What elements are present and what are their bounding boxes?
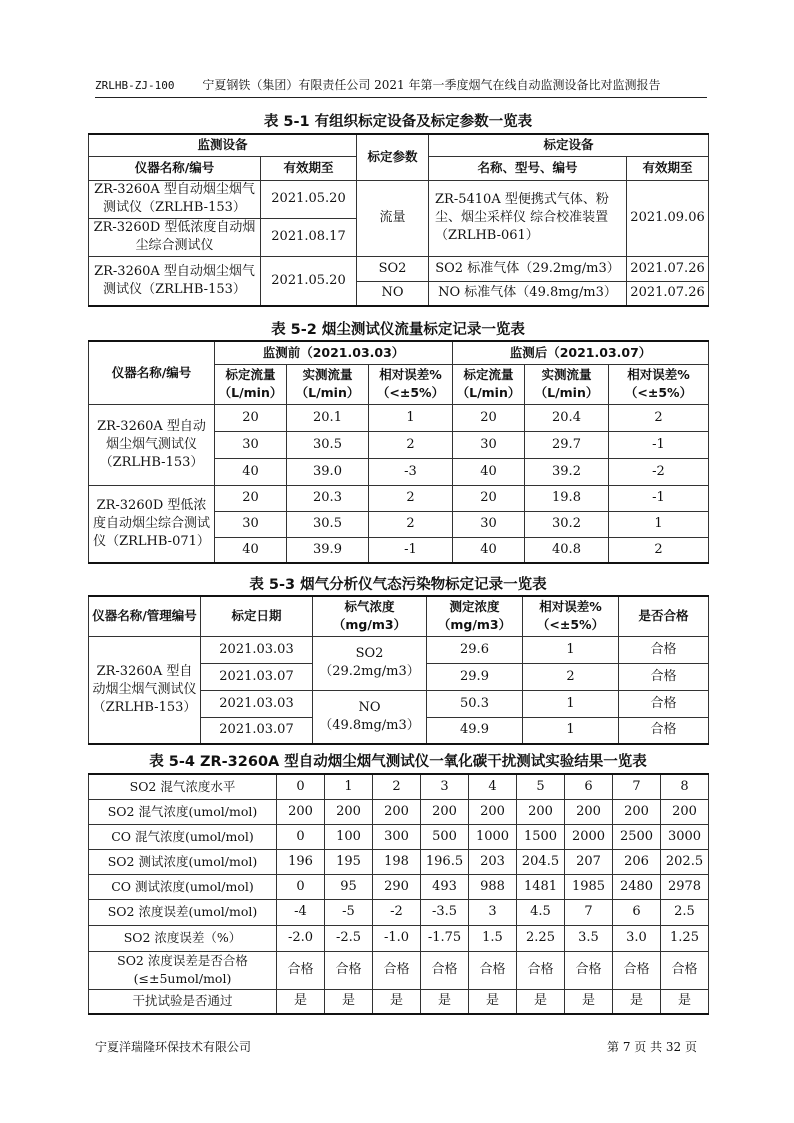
table4-row	[89, 899, 709, 925]
t4-cell: 2	[373, 774, 421, 799]
t2-cell: 20.1	[287, 404, 369, 431]
t3-h-std: 标气浓度（mg/m3）	[313, 596, 427, 636]
t2-cell: 20.4	[525, 404, 609, 431]
t4-cell: 2978	[661, 874, 709, 899]
t2-cell: 30	[453, 431, 525, 458]
t4-cell: 合格	[469, 951, 517, 989]
table4	[88, 773, 709, 1015]
t1-so2-dev: SO2 标准气体（29.2mg/m3）	[429, 256, 627, 281]
t2-cell: 20	[215, 485, 287, 511]
t3-cell: 49.9	[427, 717, 523, 744]
t3-cell: 29.9	[427, 663, 523, 690]
t1-h-param: 标定参数	[357, 134, 429, 180]
t1-r2-name: ZR-3260D 型低浓度自动烟尘综合测试仪	[89, 218, 261, 256]
t4-cell: 合格	[325, 951, 373, 989]
t2-h-after: 监测后（2021.03.07）	[453, 341, 709, 364]
t2-cell: 40	[453, 537, 525, 563]
table3-caption: 表 5-3 烟气分析仪气态污染物标定记录一览表	[249, 577, 547, 593]
t4-cell: 2480	[613, 874, 661, 899]
t4-cell: 3.0	[613, 925, 661, 951]
t2-cell: 30.2	[525, 511, 609, 537]
t1-no-dev: NO 标准气体（49.8mg/m3）	[429, 281, 627, 306]
table2-caption: 表 5-2 烟尘测试仪流量标定记录一览表	[271, 322, 525, 338]
table4-row	[89, 874, 709, 899]
t4-cell: 1500	[517, 824, 565, 849]
t3-so2-gas: SO2	[355, 646, 384, 661]
t2-dev1: ZR-3260A 型自动烟尘烟气测试仪（ZRLHB-153）	[89, 404, 215, 485]
t4-cell: 合格	[565, 951, 613, 989]
t4-row-label: CO 混气浓度(umol/mol)	[89, 824, 277, 849]
t4-cell: 3000	[661, 824, 709, 849]
table4-row	[89, 849, 709, 874]
t3-cell: 合格	[619, 663, 709, 690]
t4-cell: -1.75	[421, 925, 469, 951]
t2-cell: 20	[215, 404, 287, 431]
t4-cell: 200	[469, 799, 517, 824]
t4-cell: 1.5	[469, 925, 517, 951]
table4-row	[89, 951, 709, 989]
t1-so2-param: SO2	[357, 256, 429, 281]
t4-cell: 200	[325, 799, 373, 824]
t1-r1-valid: 2021.05.20	[261, 180, 357, 218]
t4-cell: 3	[469, 899, 517, 925]
footer-company: 宁夏洋瑞隆环保技术有限公司	[95, 1040, 252, 1054]
t2-cell: 40.8	[525, 537, 609, 563]
t4-cell: -2.5	[325, 925, 373, 951]
t2-cell: -1	[369, 537, 453, 563]
t3-cell: 合格	[619, 690, 709, 717]
t3-cell: 2021.03.03	[201, 636, 313, 663]
page-header	[95, 76, 707, 98]
t4-cell: 300	[373, 824, 421, 849]
t2-h-std2: 标定流量（L/min）	[453, 364, 525, 404]
t4-cell: 493	[421, 874, 469, 899]
t4-cell: 是	[325, 989, 373, 1014]
t4-cell: 合格	[373, 951, 421, 989]
t4-cell: 1	[325, 774, 373, 799]
t4-cell: 5	[517, 774, 565, 799]
t4-cell: 200	[373, 799, 421, 824]
t4-row-label: SO2 浓度误差(umol/mol)	[89, 899, 277, 925]
t4-row-label: SO2 混气浓度水平	[89, 774, 277, 799]
t4-cell: 6	[613, 899, 661, 925]
t4-cell: 195	[325, 849, 373, 874]
doc-code: ZRLHB-ZJ-100	[95, 79, 175, 92]
t4-cell: 合格	[421, 951, 469, 989]
t3-so2-conc: （29.2mg/m3）	[319, 664, 420, 679]
t3-cell: 50.3	[427, 690, 523, 717]
t3-cell: 1	[523, 636, 619, 663]
t2-cell: 40	[453, 458, 525, 485]
t4-cell: 196	[277, 849, 325, 874]
t4-cell: 200	[565, 799, 613, 824]
t4-cell: 207	[565, 849, 613, 874]
t4-cell: 0	[277, 824, 325, 849]
t4-cell: -5	[325, 899, 373, 925]
t2-cell: 30	[453, 511, 525, 537]
t3-no-conc: （49.8mg/m3）	[319, 717, 420, 733]
t2-cell: 20	[453, 404, 525, 431]
t4-cell: 290	[373, 874, 421, 899]
t4-cell: 8	[661, 774, 709, 799]
t4-cell: 合格	[517, 951, 565, 989]
t4-cell: -2.0	[277, 925, 325, 951]
t4-cell: 1000	[469, 824, 517, 849]
t4-cell: 是	[565, 989, 613, 1014]
t4-cell: 合格	[661, 951, 709, 989]
t4-cell: -4	[277, 899, 325, 925]
t4-cell: 合格	[613, 951, 661, 989]
t2-cell: -3	[369, 458, 453, 485]
report-title: 宁夏钢铁（集团）有限责任公司 2021 年第一季度烟气在线自动监测设备比对监测报告	[202, 78, 661, 92]
t4-row-label: SO2 浓度误差是否合格(≤±5umol/mol)	[89, 951, 277, 989]
t3-h-date: 标定日期	[201, 596, 313, 636]
t2-cell: 2	[369, 511, 453, 537]
t4-cell: 1481	[517, 874, 565, 899]
t3-h-pass: 是否合格	[619, 596, 709, 636]
t4-cell: 合格	[277, 951, 325, 989]
t3-cell: 2021.03.07	[201, 717, 313, 744]
t4-row-label: SO2 测试浓度(umol/mol)	[89, 849, 277, 874]
t2-cell: 1	[369, 404, 453, 431]
t4-cell: 200	[661, 799, 709, 824]
t2-cell: -1	[609, 431, 709, 458]
t4-row-label: SO2 混气浓度(umol/mol)	[89, 799, 277, 824]
t1-h-monitor: 监测设备	[89, 134, 357, 156]
t3-cell: 2021.03.07	[201, 663, 313, 690]
t4-cell: 500	[421, 824, 469, 849]
t1-flow-valid: 2021.09.06	[627, 180, 709, 256]
t2-cell: 1	[609, 511, 709, 537]
t4-cell: 1985	[565, 874, 613, 899]
t1-h-name: 仪器名称/编号	[89, 156, 261, 180]
t1-r3-valid: 2021.05.20	[261, 256, 357, 306]
t1-h-valid: 有效期至	[261, 156, 357, 180]
t3-no	[313, 690, 427, 744]
t4-cell: 988	[469, 874, 517, 899]
t1-h-calib: 标定设备	[429, 134, 709, 156]
t4-cell: 206	[613, 849, 661, 874]
t2-cell: 2	[369, 485, 453, 511]
table2	[88, 340, 709, 564]
t1-r3-name: ZR-3260A 型自动烟尘烟气测试仪（ZRLHB-153）	[89, 256, 261, 306]
t3-cell: 2021.03.03	[201, 690, 313, 717]
t2-cell: 30	[215, 431, 287, 458]
t3-cell: 29.6	[427, 636, 523, 663]
t4-cell: -1.0	[373, 925, 421, 951]
t4-cell: 0	[277, 774, 325, 799]
t4-cell: 是	[469, 989, 517, 1014]
t3-h-meas: 测定浓度（mg/m3）	[427, 596, 523, 636]
table4-row	[89, 799, 709, 824]
t3-cell: 2	[523, 663, 619, 690]
t4-cell: 0	[277, 874, 325, 899]
t1-no-param: NO	[357, 281, 429, 306]
t4-cell: 4	[469, 774, 517, 799]
t4-cell: 2000	[565, 824, 613, 849]
t1-h-cname: 名称、型号、编号	[429, 156, 627, 180]
t4-cell: 3	[421, 774, 469, 799]
t4-cell: 7	[613, 774, 661, 799]
t4-cell: 是	[517, 989, 565, 1014]
t3-device: ZR-3260A 型自动烟尘烟气测试仪（ZRLHB-153）	[89, 636, 201, 744]
t1-r1-name: ZR-3260A 型自动烟尘烟气测试仪（ZRLHB-153）	[89, 180, 261, 218]
t2-cell: 29.7	[525, 431, 609, 458]
t4-cell: 是	[373, 989, 421, 1014]
t4-cell: 204.5	[517, 849, 565, 874]
t2-cell: 20	[453, 485, 525, 511]
t2-cell: 40	[215, 458, 287, 485]
t1-flow-dev: ZR-5410A 型便携式气体、粉尘、烟尘采样仪 综合校准装置（ZRLHB-061）	[429, 180, 627, 256]
table4-row	[89, 989, 709, 1014]
t4-cell: 是	[421, 989, 469, 1014]
t2-cell: -1	[609, 485, 709, 511]
t3-no-gas: NO	[358, 699, 381, 715]
page-footer	[95, 1038, 707, 1055]
t4-cell: 4.5	[517, 899, 565, 925]
t4-cell: 95	[325, 874, 373, 899]
t4-row-label: CO 测试浓度(umol/mol)	[89, 874, 277, 899]
t1-no-valid: 2021.07.26	[627, 281, 709, 306]
t2-cell: 2	[609, 537, 709, 563]
t2-h-err: 相对误差%（<±5%）	[369, 364, 453, 404]
table3	[88, 595, 709, 745]
t4-cell: 是	[277, 989, 325, 1014]
t2-cell: 39.2	[525, 458, 609, 485]
t4-cell: 是	[661, 989, 709, 1014]
t4-cell: 是	[613, 989, 661, 1014]
t4-cell: 6	[565, 774, 613, 799]
t2-cell: 39.9	[287, 537, 369, 563]
t2-h-std: 标定流量（L/min）	[215, 364, 287, 404]
table1	[88, 133, 709, 307]
t4-cell: 2.25	[517, 925, 565, 951]
t2-cell: 30	[215, 511, 287, 537]
t1-so2-valid: 2021.07.26	[627, 256, 709, 281]
t4-cell: 203	[469, 849, 517, 874]
t4-cell: 200	[613, 799, 661, 824]
table4-row	[89, 774, 709, 799]
t4-cell: 2500	[613, 824, 661, 849]
t4-cell: 3.5	[565, 925, 613, 951]
t3-cell: 合格	[619, 717, 709, 744]
t4-row-label: SO2 浓度误差（%）	[89, 925, 277, 951]
t2-h-meas: 实测流量（L/min）	[287, 364, 369, 404]
t2-cell: -2	[609, 458, 709, 485]
table4-row	[89, 824, 709, 849]
t4-cell: 7	[565, 899, 613, 925]
t2-cell: 40	[215, 537, 287, 563]
t3-so2	[313, 636, 427, 690]
t3-cell: 1	[523, 690, 619, 717]
t2-h-before: 监测前（2021.03.03）	[215, 341, 453, 364]
t2-dev2: ZR-3260D 型低浓度自动烟尘综合测试仪（ZRLHB-071）	[89, 485, 215, 563]
t2-cell: 39.0	[287, 458, 369, 485]
t1-r2-valid: 2021.08.17	[261, 218, 357, 256]
t1-h-cvalid: 有效期至	[627, 156, 709, 180]
t3-h-err: 相对误差%（<±5%）	[523, 596, 619, 636]
t2-cell: 2	[369, 431, 453, 458]
t4-cell: -3.5	[421, 899, 469, 925]
t3-cell: 1	[523, 717, 619, 744]
table4-row	[89, 925, 709, 951]
t3-cell: 合格	[619, 636, 709, 663]
t4-cell: 198	[373, 849, 421, 874]
t4-cell: 200	[421, 799, 469, 824]
t2-cell: 20.3	[287, 485, 369, 511]
table4-caption: 表 5-4 ZR-3260A 型自动烟尘烟气测试仪一氧化碳干扰测试实验结果一览表	[149, 754, 647, 770]
t3-h-name: 仪器名称/管理编号	[89, 596, 201, 636]
t2-cell: 30.5	[287, 511, 369, 537]
t1-flow-param: 流量	[357, 180, 429, 256]
t2-h-err2: 相对误差%（<±5%）	[609, 364, 709, 404]
t2-cell: 30.5	[287, 431, 369, 458]
t4-cell: 2.5	[661, 899, 709, 925]
t2-h-name: 仪器名称/编号	[89, 341, 215, 404]
t4-cell: 200	[277, 799, 325, 824]
t2-cell: 19.8	[525, 485, 609, 511]
table1-caption: 表 5-1 有组织标定设备及标定参数一览表	[263, 114, 533, 130]
t4-cell: 1.25	[661, 925, 709, 951]
t4-cell: 200	[517, 799, 565, 824]
t2-cell: 2	[609, 404, 709, 431]
t4-cell: 100	[325, 824, 373, 849]
t4-row-label: 干扰试验是否通过	[89, 989, 277, 1014]
t4-cell: 196.5	[421, 849, 469, 874]
t4-cell: -2	[373, 899, 421, 925]
t2-h-meas2: 实测流量（L/min）	[525, 364, 609, 404]
t4-cell: 202.5	[661, 849, 709, 874]
footer-page: 第 7 页 共 32 页	[607, 1040, 697, 1054]
